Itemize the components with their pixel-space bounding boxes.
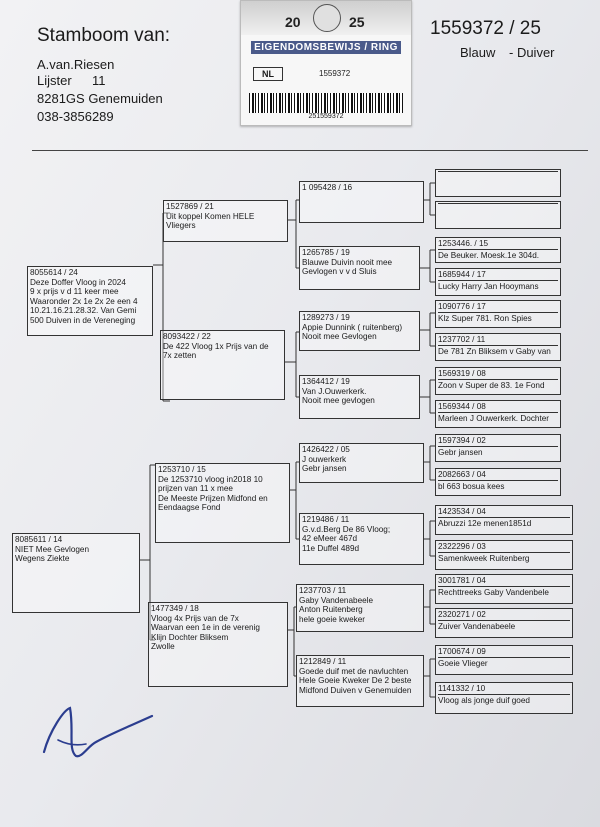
note-line: 10.21.16.21.28.32. Van Gemi — [30, 306, 137, 316]
pedigree-box-gen2 — [163, 200, 288, 242]
ring-number: 1423534 / 04 — [438, 507, 570, 518]
ring-number: 1569319 / 08 — [438, 369, 558, 380]
pedigree-box-gen3 — [299, 443, 424, 483]
pedigree-box-gen3 — [299, 513, 424, 565]
note-line: De 422 Vloog 1x Prijs van de — [163, 341, 269, 351]
ring-number: 8085611 / 14 — [15, 535, 63, 544]
note-line: Deze Doffer Vloog in 2024 — [30, 277, 126, 287]
sex-label: - Duiver — [509, 45, 555, 60]
note-line: 42 eMeer 467d — [302, 534, 358, 544]
ring-number: 1597394 / 02 — [438, 436, 558, 447]
pedigree-box-gen4 — [435, 645, 573, 675]
card-barcode-number: 251559372 — [308, 113, 344, 120]
note-line: Gevlogen v v d Sluis — [302, 267, 377, 277]
note-line: Gaby Vandenabeele — [299, 595, 374, 605]
note-line: De Beuker. Moesk.1e 304d. — [438, 250, 540, 260]
ring-number: 2322296 / 03 — [438, 542, 570, 553]
pedigree-box-gen2 — [160, 330, 285, 400]
note-line: Klijn Dochter Bliksem — [151, 632, 229, 642]
note-line: NIET Mee Gevlogen — [15, 544, 90, 554]
pedigree-box-gen4 — [435, 201, 561, 229]
note-line: Samenkweek Ruitenberg — [438, 553, 530, 563]
pedigree-box-gen2 — [155, 463, 290, 543]
ring-number: 1569344 / 08 — [438, 402, 558, 413]
note-line: Eendaagse Fond — [158, 503, 221, 513]
note-line: Van J.Ouwerkerk. — [302, 386, 367, 396]
note-line: Vliegers — [166, 221, 196, 231]
note-line: Goede duif met de navluchten — [299, 666, 409, 676]
ring-number: 1253446. / 15 — [438, 239, 558, 250]
ring-number: 1090776 / 17 — [438, 302, 558, 313]
note-line: Waaronder 2x 1e 2x 2e een 4 — [30, 296, 138, 306]
note-line: Wegens Ziekte — [15, 554, 70, 564]
ring-number: 1426422 / 05 — [302, 445, 350, 454]
pedigree-box-gen4 — [435, 333, 561, 361]
ring-number: 1219486 / 11 — [302, 515, 350, 524]
note-line: Midfond Duiven v Genemuiden — [299, 685, 412, 695]
ring-number: 1237703 / 11 — [299, 586, 347, 595]
ring-number: 1 095428 / 16 — [302, 183, 353, 192]
pedigree-box-gen4 — [435, 400, 561, 428]
card-year-right: 25 — [349, 14, 365, 30]
note-line: De 1253710 vloog in2018 10 — [158, 474, 263, 484]
note-line: Vloog 4x Prijs van de 7x — [151, 613, 239, 623]
ring-number: 1364412 / 19 — [302, 377, 350, 386]
ring-number: 2082663 / 04 — [438, 470, 558, 481]
ring-number: 8093422 / 22 — [163, 332, 211, 341]
owner-phone: 038-3856289 — [37, 109, 114, 124]
note-line: Hele Goeie Kweker De 2 beste — [299, 676, 412, 686]
note-line: Abruzzi 12e menen1851d — [438, 518, 532, 528]
pedigree-box-gen4 — [435, 608, 573, 638]
pedigree-box-gen3 — [299, 375, 420, 419]
signature — [40, 700, 160, 770]
pedigree-box-gen4 — [435, 468, 561, 496]
owner-house-number: 11 — [92, 73, 106, 88]
note-line: G.v.d.Berg De 86 Vloog; — [302, 524, 391, 534]
pedigree-box-gen2 — [148, 602, 288, 687]
pedigree-box-gen4 — [435, 540, 573, 570]
note-line: Blauwe Duivin nooit mee — [302, 257, 393, 267]
ring-number: 1141332 / 10 — [438, 684, 570, 695]
ring-number: 2320271 / 02 — [438, 610, 570, 621]
note-line: Uit koppel Komen HELE — [166, 211, 255, 221]
note-line: bl 663 bosua kees — [438, 481, 505, 491]
ring-number: 1700674 / 09 — [438, 647, 570, 658]
note-line: Gebr jansen — [438, 447, 483, 457]
note-line: Klz Super 781. Ron Spies — [438, 313, 532, 323]
pedigree-box-gen4 — [435, 268, 561, 296]
pedigree-box-gen3 — [299, 246, 420, 290]
note-line: hele goeie kweker — [299, 614, 365, 624]
ring-number — [438, 171, 558, 172]
pedigree-box-gen3 — [296, 655, 424, 707]
ring-number — [438, 203, 558, 204]
owner-street: Lijster — [37, 73, 72, 88]
pedigree-box-gen4 — [435, 434, 561, 462]
card-band-text: EIGENDOMSBEWIJS / RING — [251, 41, 401, 54]
ring-number: 1237702 / 11 — [438, 335, 558, 346]
ring-number: 1253710 / 15 — [158, 465, 206, 474]
note-line: Zoon v Super de 83. 1e Fond — [438, 380, 545, 390]
pedigree-box-gen4 — [435, 169, 561, 197]
ring-number: 1212849 / 11 — [299, 657, 347, 666]
card-country: NL — [253, 67, 283, 81]
pedigree-box-gen3 — [299, 311, 420, 351]
note-line: Lucky Harry Jan Hooymans — [438, 281, 539, 291]
note-line: 11e Duffel 489d — [302, 543, 360, 553]
note-line: J ouwerkerk — [302, 454, 347, 464]
note-line: Appie Dunnink ( ruitenberg) — [302, 322, 403, 332]
note-line: Zuiver Vandenabeele — [438, 621, 516, 631]
pedigree-box-gen3 — [296, 584, 424, 632]
note-line: Nooit mee Gevlogen — [302, 332, 377, 342]
note-line: Zwolle — [151, 642, 175, 652]
note-line: prijzen van 11 x mee — [158, 484, 233, 494]
pedigree-box-gen4 — [435, 367, 561, 395]
ring-number: 8055614 / 24 — [30, 268, 78, 277]
note-line: 7x zetten — [163, 351, 197, 361]
pedigree-box-gen4 — [435, 682, 573, 714]
pedigree-box-gen4 — [435, 237, 561, 263]
ring-number: 1477349 / 18 — [151, 604, 199, 613]
note-line: 9 x prijs v d 11 keer mee — [30, 287, 119, 297]
pedigree-box-gen4 — [435, 505, 573, 535]
ring-number: 3001781 / 04 — [438, 576, 570, 587]
note-line: Waarvan een 1e in de verenig — [151, 623, 260, 633]
pedigree-box-gen4 — [435, 574, 573, 604]
owner-name: A.van.Riesen — [37, 57, 115, 72]
note-line: Rechttreeks Gaby Vandenbele — [438, 587, 549, 597]
pedigree-box-gen4 — [435, 300, 561, 328]
color-label: Blauw — [460, 45, 496, 60]
pedigree-box-dam — [12, 533, 140, 613]
ring-number: 1559372 / 25 — [430, 18, 541, 39]
pedigree-box-gen3 — [299, 181, 424, 223]
card-year-left: 20 — [285, 14, 301, 30]
ring-number: 1265785 / 19 — [302, 248, 350, 257]
note-line: Anton Ruitenberg — [299, 605, 363, 615]
note-line: Goeie Vlieger — [438, 658, 488, 668]
note-line: 500 Duiven in de Vereneging — [30, 315, 136, 325]
ring-number: 1289273 / 19 — [302, 313, 350, 322]
ring-number: 1527869 / 21 — [166, 202, 214, 211]
note-line: De 781 Zn Bliksem v Gaby van — [438, 346, 551, 356]
note-line: Marleen J Ouwerkerk. Dochter — [438, 413, 550, 423]
note-line: Gebr jansen — [302, 464, 347, 474]
note-line: Nooit mee gevlogen — [302, 396, 375, 406]
pedigree-box-sire — [27, 266, 153, 336]
card-number: 1559372 — [319, 69, 351, 78]
owner-city: 8281GS Genemuiden — [37, 91, 163, 106]
note-line: Vloog als jonge duif goed — [438, 695, 530, 705]
note-line: De Meeste Prijzen Midfond en — [158, 493, 268, 503]
page-title: Stamboom van: — [37, 25, 171, 46]
ring-number: 1685944 / 17 — [438, 270, 558, 281]
